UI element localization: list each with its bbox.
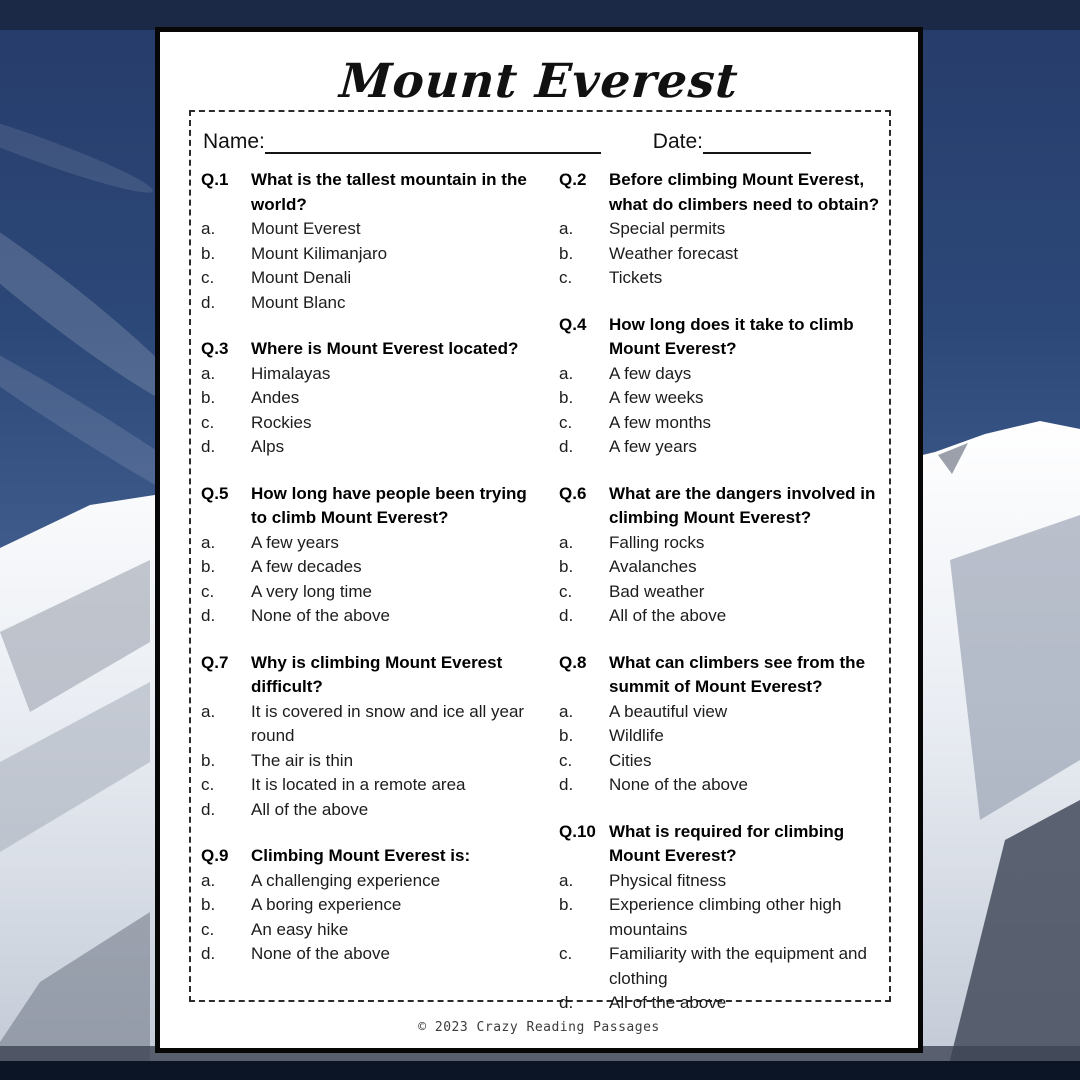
question-text: Before climbing Mount Everest, what do climbers need to obtain? xyxy=(609,170,880,214)
option-text: Bad weather xyxy=(609,581,705,601)
option-letter: a. xyxy=(201,701,216,721)
option-letter: c. xyxy=(559,268,573,287)
question-text: What is the tallest mountain in the world? xyxy=(251,170,527,214)
question-text: Climbing Mount Everest is: xyxy=(251,846,471,865)
question-block xyxy=(201,651,545,823)
question-text: What can climbers see from the summit of Mount Everest? xyxy=(609,652,866,696)
option-letter: d. xyxy=(201,437,216,456)
option-letter: a. xyxy=(559,532,574,552)
option-letter: d. xyxy=(559,606,574,625)
option-letter: c. xyxy=(201,581,215,601)
option-letter: c. xyxy=(201,919,215,939)
question-number: Q.1 xyxy=(201,170,229,189)
question-text: Why is climbing Mount Everest difficult? xyxy=(251,652,503,696)
option-text: Mount Denali xyxy=(251,268,352,287)
question-text: What is required for climbing Mount Everest? xyxy=(609,821,845,865)
question-block xyxy=(559,313,881,460)
option-letter: d. xyxy=(201,606,216,625)
question-number: Q.6 xyxy=(559,483,587,503)
option-text: A boring experience xyxy=(251,895,402,914)
option-text: A few days xyxy=(609,363,692,383)
option-letter: b. xyxy=(201,388,216,407)
option-text: Avalanches xyxy=(609,557,697,576)
option-text: Mount Everest xyxy=(251,219,361,238)
option-text: A few years xyxy=(251,532,339,552)
option-letter: b. xyxy=(201,243,216,263)
option-letter: b. xyxy=(559,726,574,745)
option-text: Weather forecast xyxy=(609,243,739,263)
name-blank-line xyxy=(265,132,601,154)
option-letter: b. xyxy=(201,895,216,914)
question-text: Where is Mount Everest located? xyxy=(251,339,519,358)
date-blank-line xyxy=(703,132,811,154)
question-number: Q.7 xyxy=(201,652,229,672)
option-text: A very long time xyxy=(251,581,372,601)
question-block xyxy=(201,844,545,967)
option-letter: b. xyxy=(559,243,574,263)
questions-column-left xyxy=(201,168,545,1038)
option-text: A few decades xyxy=(251,557,362,576)
option-text: All of the above xyxy=(251,799,369,819)
option-text: It is covered in snow and ice all year round xyxy=(251,701,525,745)
option-text: A beautiful view xyxy=(609,701,728,721)
option-letter: d. xyxy=(559,775,574,794)
option-letter: c. xyxy=(201,268,215,287)
option-letter: a. xyxy=(201,870,216,890)
page-title: Mount Everest xyxy=(337,54,741,109)
question-number: Q.8 xyxy=(559,652,587,672)
option-letter: b. xyxy=(559,895,574,914)
option-text: None of the above xyxy=(251,944,390,963)
option-text: An easy hike xyxy=(251,919,349,939)
option-text: Physical fitness xyxy=(609,870,727,890)
option-text: Special permits xyxy=(609,219,726,238)
option-text: Wildlife xyxy=(609,726,664,745)
option-letter: b. xyxy=(559,388,574,407)
question-block xyxy=(201,168,545,315)
option-text: A few months xyxy=(609,412,712,432)
questions-grid xyxy=(201,168,881,1038)
option-text: Mount Blanc xyxy=(251,292,346,312)
question-number: Q.2 xyxy=(559,170,587,189)
option-text: Experience climbing other high mountains xyxy=(609,895,842,939)
option-text: Familiarity with the equipment and clothing xyxy=(609,944,867,988)
question-block xyxy=(559,820,881,1016)
question-number: Q.4 xyxy=(559,314,587,334)
option-letter: b. xyxy=(559,557,574,576)
question-block xyxy=(559,482,881,629)
option-letter: d. xyxy=(201,944,216,963)
question-block xyxy=(201,337,545,460)
option-text: All of the above xyxy=(609,606,727,625)
question-number: Q.10 xyxy=(559,821,596,841)
option-text: Falling rocks xyxy=(609,532,705,552)
option-letter: a. xyxy=(201,219,216,238)
option-letter: b. xyxy=(201,557,216,576)
option-letter: b. xyxy=(201,750,216,770)
option-text: Rockies xyxy=(251,412,312,432)
option-text: Tickets xyxy=(609,268,663,287)
option-letter: d. xyxy=(559,437,574,456)
question-text: What are the dangers involved in climbing Mount Everest? xyxy=(609,483,876,527)
question-block xyxy=(201,482,545,629)
copyright-footer: © 2023 Crazy Reading Passages xyxy=(418,1020,660,1035)
option-letter: c. xyxy=(559,944,573,963)
option-letter: c. xyxy=(559,581,573,601)
worksheet-dashed-frame xyxy=(189,110,891,1012)
option-letter: a. xyxy=(559,870,574,890)
option-letter: a. xyxy=(559,219,574,238)
option-text: Mount Kilimanjaro xyxy=(251,243,388,263)
option-letter: c. xyxy=(201,412,215,432)
bottom-navy-border-band xyxy=(0,1061,1080,1080)
question-number: Q.9 xyxy=(201,846,229,865)
question-number: Q.5 xyxy=(201,483,229,503)
option-text: It is located in a remote area xyxy=(251,775,466,794)
name-label: Name: xyxy=(203,130,265,153)
name-date-row xyxy=(203,130,881,154)
option-letter: d. xyxy=(559,993,574,1012)
option-text: A few years xyxy=(609,437,697,456)
option-letter: d. xyxy=(201,292,216,312)
option-letter: c. xyxy=(201,775,215,794)
option-text: All of the above xyxy=(609,993,727,1012)
option-text: Cities xyxy=(609,750,652,770)
question-block xyxy=(559,651,881,798)
option-text: Himalayas xyxy=(251,363,331,383)
option-text: None of the above xyxy=(251,606,390,625)
option-text: The air is thin xyxy=(251,750,354,770)
question-text: How long does it take to climb Mount Everest? xyxy=(609,314,854,358)
option-text: Andes xyxy=(251,388,300,407)
option-text: A challenging experience xyxy=(251,870,441,890)
questions-column-right xyxy=(559,168,881,1038)
option-letter: a. xyxy=(201,532,216,552)
option-letter: a. xyxy=(559,701,574,721)
option-letter: c. xyxy=(559,412,573,432)
question-block xyxy=(559,168,881,291)
question-number: Q.3 xyxy=(201,339,229,358)
date-label: Date: xyxy=(652,130,703,153)
option-text: A few weeks xyxy=(609,388,704,407)
option-letter: a. xyxy=(559,363,574,383)
option-letter: c. xyxy=(559,750,573,770)
top-navy-border-band xyxy=(0,0,1080,30)
worksheet-page xyxy=(155,27,923,1053)
question-text: How long have people been trying to climb Mount Everest? xyxy=(251,483,527,527)
option-letter: d. xyxy=(201,799,216,819)
option-text: Alps xyxy=(251,437,285,456)
option-text: None of the above xyxy=(609,775,748,794)
date-group xyxy=(653,130,811,154)
option-letter: a. xyxy=(201,363,216,383)
